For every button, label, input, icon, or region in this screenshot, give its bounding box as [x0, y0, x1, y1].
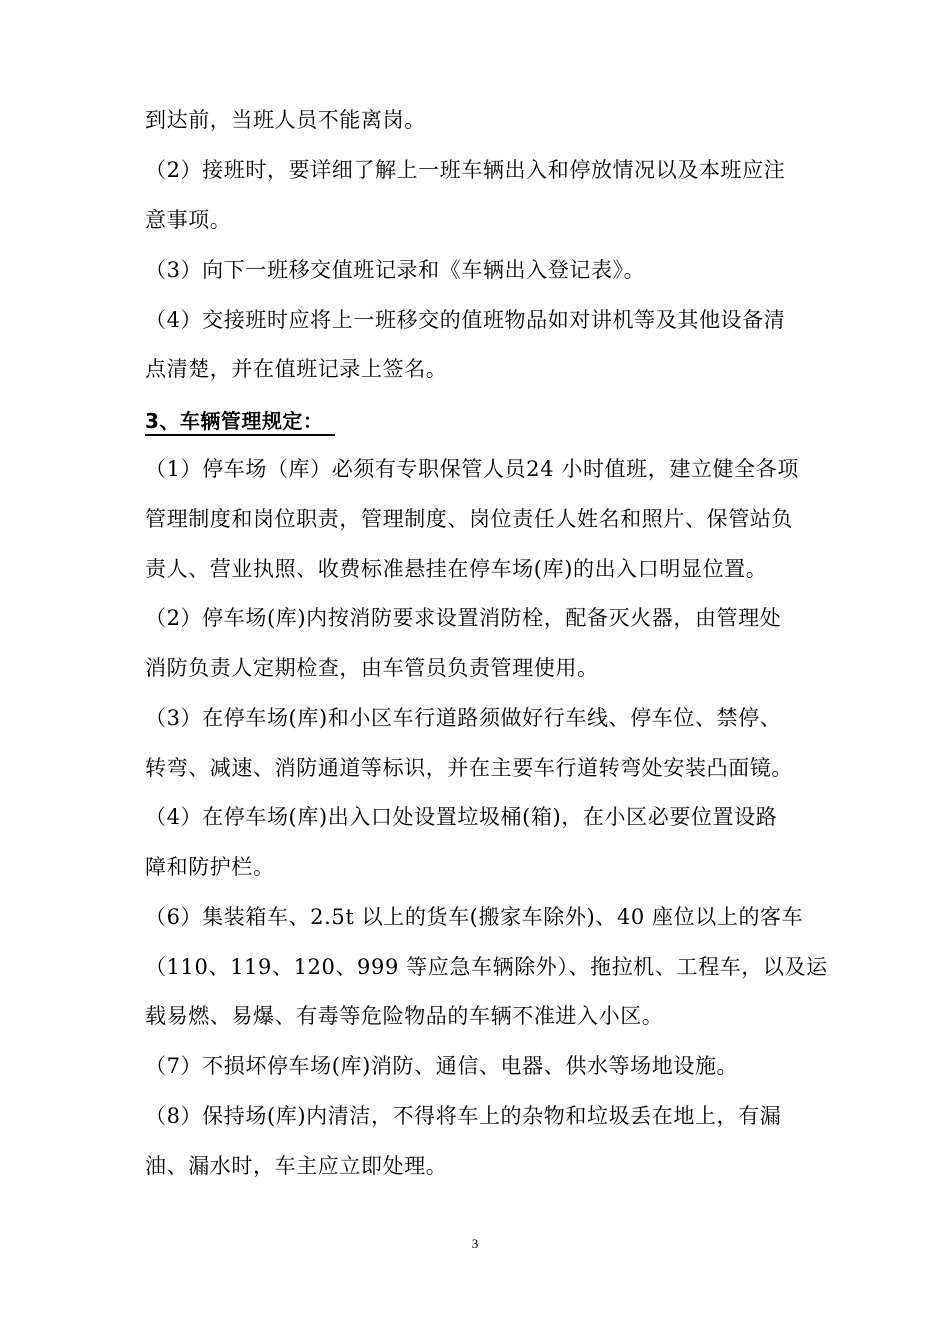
- heading-underline: [145, 434, 335, 436]
- text-line: 到达前，当班人员不能离岗。: [145, 108, 426, 132]
- text-line: （6）集装箱车、2.5t 以上的货车(搬家车除外)、40 座位以上的客车: [145, 905, 804, 929]
- page-number: 3: [471, 1236, 479, 1251]
- text-line: 责人、营业执照、收费标准悬挂在停车场(库)的出入口明显位置。: [145, 557, 768, 581]
- text-line: （3）向下一班移交值班记录和《车辆出入登记表》。: [145, 258, 646, 282]
- text-line: （1）停车场（库）必须有专职保管人员24 小时值班，建立健全各项: [145, 457, 799, 481]
- text-line: 管理制度和岗位职责，管理制度、岗位责任人姓名和照片、保管站负: [145, 507, 793, 531]
- text-line: 转弯、减速、消防通道等标识，并在主要车行道转弯处安装凸面镜。: [145, 756, 793, 780]
- text-line: （2）接班时，要详细了解上一班车辆出入和停放情况以及本班应注: [145, 158, 786, 182]
- text-line: 障和防护栏。: [145, 855, 275, 879]
- section-heading: 3、车辆管理规定：: [145, 409, 324, 433]
- text-line: （2）停车场(库)内按消防要求设置消防栓，配备灭火器，由管理处: [145, 606, 782, 630]
- text-line: （7）不损坏停车场(库)消防、通信、电器、供水等场地设施。: [145, 1054, 739, 1078]
- text-line: （8）保持场(库)内清洁，不得将车上的杂物和垃圾丢在地上，有漏: [145, 1104, 782, 1128]
- text-line: （4）在停车场(库)出入口处设置垃圾桶(箱)，在小区必要位置设路: [145, 805, 778, 829]
- text-line: 油、漏水时，车主应立即处理。: [145, 1154, 448, 1178]
- text-line: （110、119、120、999 等应急车辆除外）、拖拉机、工程车，以及运: [145, 955, 828, 979]
- text-line: 载易燃、易爆、有毒等危险物品的车辆不准进入小区。: [145, 1004, 664, 1028]
- text-line: 点清楚，并在值班记录上签名。: [145, 357, 448, 381]
- text-line: （4）交接班时应将上一班移交的值班物品如对讲机等及其他设备清: [145, 308, 786, 332]
- text-line: 消防负责人定期检查，由车管员负责管理使用。: [145, 656, 599, 680]
- text-line: （3）在停车场(库)和小区车行道路须做好行车线、停车位、禁停、: [145, 706, 782, 730]
- text-line: 意事项。: [145, 208, 232, 232]
